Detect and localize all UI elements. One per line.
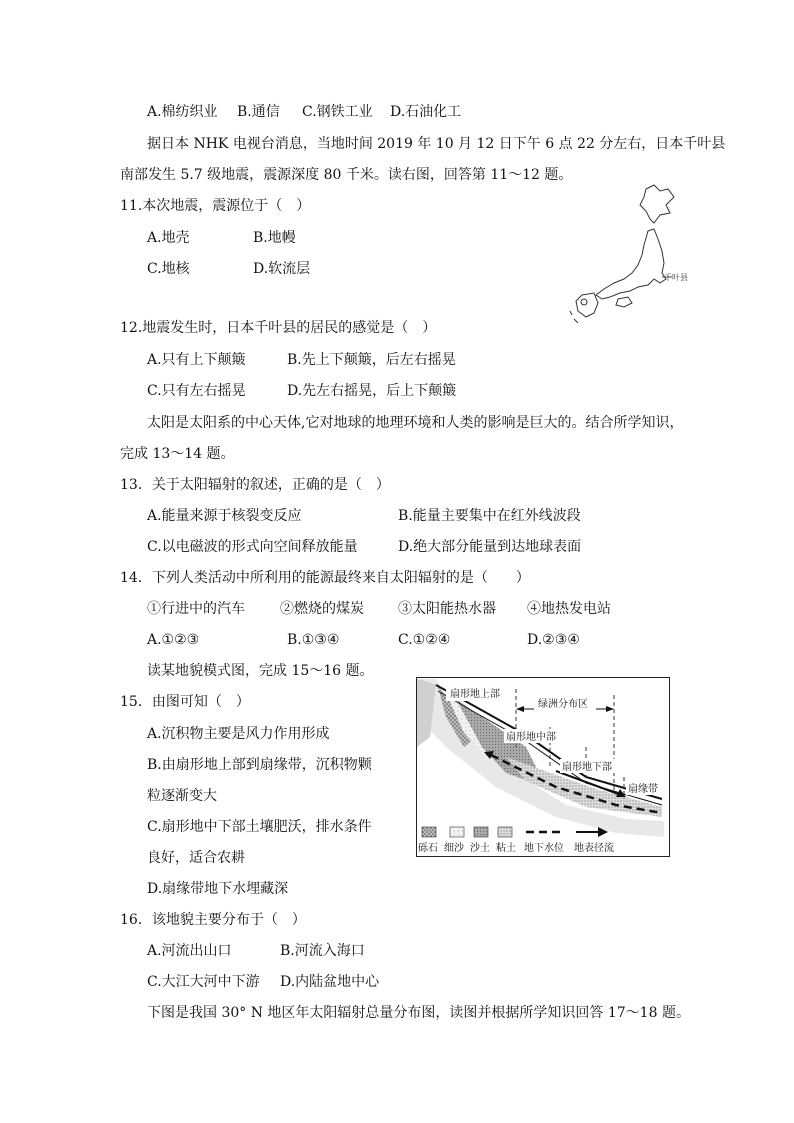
q13-option-a: A.能量来源于核裂变反应 bbox=[147, 508, 302, 524]
q15-option-a: A.沉积物主要是风力作用形成 bbox=[147, 726, 330, 742]
chiba-label: 千叶县 bbox=[664, 273, 688, 282]
q14-item-1: ①行进中的汽车 bbox=[147, 601, 245, 617]
q15-option-d: D.扇缘带地下水埋藏深 bbox=[147, 881, 289, 897]
q11-option-d: D.软流层 bbox=[253, 261, 311, 277]
q16-option-c: C.大江大河中下游 bbox=[147, 974, 260, 990]
legend-fine-sand-swatch bbox=[450, 827, 464, 837]
intro-17-18: 下图是我国 30° N 地区年太阳辐射总量分布图，读图并根据所学知识回答 17～18 题。 bbox=[147, 1005, 690, 1021]
q15-option-c-line1: C.扇形地中下部土壤肥沃，排水条件 bbox=[147, 819, 372, 835]
q13-stem: 13．关于太阳辐射的叙述，正确的是（ ） bbox=[120, 477, 390, 493]
legend-sand-soil-swatch bbox=[474, 827, 488, 837]
q14-option-d: D.②③④ bbox=[527, 632, 580, 648]
legend-clay-label: 粘土 bbox=[496, 843, 516, 854]
q16-option-d: D.内陆盆地中心 bbox=[280, 974, 380, 990]
q11-option-b: B.地幔 bbox=[253, 230, 296, 246]
hokkaido-outline bbox=[640, 185, 674, 223]
legend-gravel-label: 砾石 bbox=[418, 843, 438, 854]
shikoku-outline bbox=[616, 297, 632, 307]
legend-gravel-swatch bbox=[422, 827, 436, 837]
legend-fine-sand-label: 细沙 bbox=[444, 843, 464, 854]
legend-sand-soil-label: 沙土 bbox=[470, 843, 490, 854]
intro-15-16: 读某地貌模式图，完成 15～16 题。 bbox=[147, 663, 374, 679]
legend-runoff-label: 地表径流 bbox=[574, 843, 614, 854]
q11-option-c: C.地核 bbox=[147, 261, 190, 277]
intro-11-12-line1: 据日本 NHK 电视台消息，当地时间 2019 年 10 月 12 日下午 6 点 22 分左右，日本千叶县 bbox=[147, 136, 726, 152]
zone-middle-label: 扇形地中部 bbox=[506, 732, 556, 743]
q10-option-b: B.通信 bbox=[237, 104, 280, 120]
q10-option-a: A.棉纺织业 bbox=[147, 104, 218, 120]
q14-option-a: A.①②③ bbox=[147, 632, 200, 648]
intro-11-12-line2: 南部发生 5.7 级地震，震源深度 80 千米。读右图，回答第 11～12 题。 bbox=[120, 167, 573, 183]
alluvial-fan-diagram bbox=[416, 677, 670, 857]
epicenter-marker bbox=[581, 299, 587, 305]
q15-option-b-line2: 粒逐渐变大 bbox=[147, 788, 217, 804]
q13-option-d: D.绝大部分能量到达地球表面 bbox=[398, 539, 582, 555]
q16-option-b: B.河流入海口 bbox=[280, 943, 365, 959]
honshu-outline bbox=[596, 229, 666, 299]
q16-stem: 16．该地貌主要分布于（ ） bbox=[120, 912, 306, 928]
q15-option-b-line1: B.由扇形地上部到扇缘带，沉积物颗 bbox=[147, 757, 372, 773]
q12-option-b: B.先上下颠簸，后左右摇晃 bbox=[287, 352, 456, 368]
q10-option-d: D.石油化工 bbox=[390, 104, 462, 120]
q14-stem: 14．下列人类活动中所利用的能源最终来自太阳辐射的是（ ） bbox=[120, 570, 530, 586]
q15-option-c-line2: 良好，适合农耕 bbox=[147, 850, 245, 866]
kyushu-outline bbox=[576, 293, 598, 317]
q11-option-a: A.地壳 bbox=[147, 230, 190, 246]
intro-13-14-line2: 完成 13～14 题。 bbox=[120, 446, 235, 462]
q13-option-c: C.以电磁波的形式向空间释放能量 bbox=[147, 539, 358, 555]
q14-item-4: ④地热发电站 bbox=[527, 601, 611, 617]
q15-stem: 15．由图可知（ ） bbox=[120, 694, 250, 710]
q12-option-a: A.只有上下颠簸 bbox=[147, 352, 246, 368]
q10-option-c: C.钢铁工业 bbox=[302, 104, 373, 120]
q13-option-b: B.能量主要集中在红外线波段 bbox=[398, 508, 581, 524]
q12-option-d: D.先左右摇晃，后上下颠簸 bbox=[287, 383, 457, 399]
q12-stem: 12.地震发生时，日本千叶县的居民的感觉是（ ） bbox=[120, 320, 437, 336]
zone-edge-label: 扇缘带 bbox=[628, 784, 658, 795]
zone-upper-label: 扇形地上部 bbox=[450, 689, 500, 700]
zone-oasis-label: 绿洲分布区 bbox=[538, 699, 588, 710]
legend-groundwater-label: 地下水位 bbox=[524, 843, 564, 854]
q14-item-3: ③太阳能热水器 bbox=[398, 601, 496, 617]
q14-option-c: C.①②④ bbox=[398, 632, 451, 648]
intro-13-14-line1: 太阳是太阳系的中心天体,它对地球的地理环境和人类的影响是巨大的。结合所学知识， bbox=[147, 415, 684, 431]
q14-option-b: B.①③④ bbox=[287, 632, 340, 648]
q12-option-c: C.只有左右摇晃 bbox=[147, 383, 246, 399]
japan-map bbox=[562, 183, 690, 323]
q11-stem: 11.本次地震，震源位于（ ） bbox=[120, 198, 311, 214]
q14-item-2: ②燃烧的煤炭 bbox=[280, 601, 364, 617]
legend-clay-swatch bbox=[498, 827, 512, 837]
zone-lower-label: 扇形地下部 bbox=[562, 762, 612, 773]
q16-option-a: A.河流出山口 bbox=[147, 943, 232, 959]
